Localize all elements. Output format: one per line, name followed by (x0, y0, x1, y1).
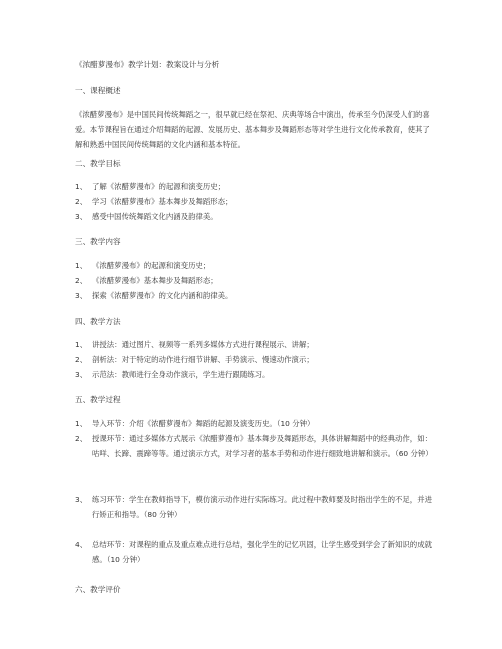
list-item (75, 352, 435, 367)
section-heading-methods: 四、教学方法 (75, 317, 121, 326)
list-item-number: 2、 (75, 434, 88, 443)
list-item-text: 《浓醋萝漫布》基本舞步及舞蹈形态； (92, 276, 218, 285)
list-item-number: 1、 (75, 419, 88, 428)
section-heading-objectives: 二、教学目标 (75, 159, 121, 168)
list-item-number: 3、 (75, 370, 88, 379)
list-item-number: 1、 (75, 182, 88, 191)
list-item (75, 179, 435, 194)
list-item-text: 《浓醋萝漫布》的起源和演变历史； (92, 261, 211, 270)
list-item (75, 337, 435, 352)
list-item-text: 剖析法：对于特定的动作进行细节讲解、手势演示、慢速动作演示； (92, 355, 314, 364)
list-item-number: 1、 (75, 340, 88, 349)
list-item-text: 总结环节：对课程的重点及重点难点进行总结，强化学生的记忆巩固，让学生感受到学会了新知识的成就感。（10 分钟） (92, 540, 432, 564)
list-item-text: 了解《浓醋萝漫布》的起源和演变历史； (92, 182, 226, 191)
list-item-text: 感受中国传统舞蹈文化内涵及韵律美。 (92, 212, 218, 221)
list-item-text: 授课环节：通过多媒体方式展示《浓醋萝漫布》基本舞步及舞蹈形态，具体讲解舞蹈中的经典动作，如：咕咩、长蹄、震蹄等等。通过演示方式，对学习者的基本手势和动作进行细致地讲解和演示。（60 分钟） (92, 434, 433, 458)
list-item-number: 3、 (75, 495, 88, 504)
list-item-text: 讲授法：通过图片、视频等一系列多媒体方式进行课程展示、讲解； (92, 340, 314, 349)
list-item-text: 示范法：教师进行全身动作演示，学生进行跟随练习。 (92, 370, 270, 379)
list-item (75, 492, 435, 522)
list-item (75, 194, 435, 209)
section-heading-overview: 一、课程概述 (75, 86, 121, 95)
section-heading-process: 五、教学过程 (75, 395, 121, 404)
section-heading-evaluation: 六、教学评价 (75, 585, 121, 594)
overview-paragraph: 《浓醋萝漫布》是中国民间传统舞蹈之一，很早就已经在祭祀、庆典等场合中演出，传承至今仍深受人们的喜爱。本节课程旨在通过介绍舞蹈的起源、发展历史、基本舞步及舞蹈形态等对学生进行文化传承教育，使其了解和熟悉中国民间传统舞蹈的文化内涵和基本特征。 (75, 110, 430, 149)
list-item-text: 练习环节：学生在教师指导下，模仿演示动作进行实际练习。此过程中教师要及时指出学生的不足，并进行矫正和指导。（80 分钟） (92, 495, 432, 519)
list-item-number: 4、 (75, 540, 88, 549)
list-item (75, 367, 435, 382)
list-item (75, 416, 435, 431)
list-item-number: 2、 (75, 355, 88, 364)
list-item (75, 537, 435, 567)
list-item-number: 1、 (75, 261, 88, 270)
list-item-text: 导入环节：介绍《浓醋萝漫布》舞蹈的起源及演变历史。（10 分钟） (92, 419, 315, 428)
section-heading-content: 三、教学内容 (75, 237, 121, 246)
document-title: 《浓醋萝漫布》教学计划：教案设计与分析 (75, 60, 220, 69)
list-item-number: 2、 (75, 197, 88, 206)
list-item (75, 288, 435, 303)
list-item (75, 273, 435, 288)
list-item (75, 209, 435, 224)
list-item-number: 2、 (75, 276, 88, 285)
list-item-text: 学习《浓醋萝漫布》基本舞步及舞蹈形态； (92, 197, 233, 206)
list-item (75, 258, 435, 273)
list-item-text: 探索《浓醋萝漫布》的文化内涵和韵律美。 (92, 291, 233, 300)
list-item-number: 3、 (75, 212, 88, 221)
list-item-number: 3、 (75, 291, 88, 300)
list-item (75, 431, 435, 461)
